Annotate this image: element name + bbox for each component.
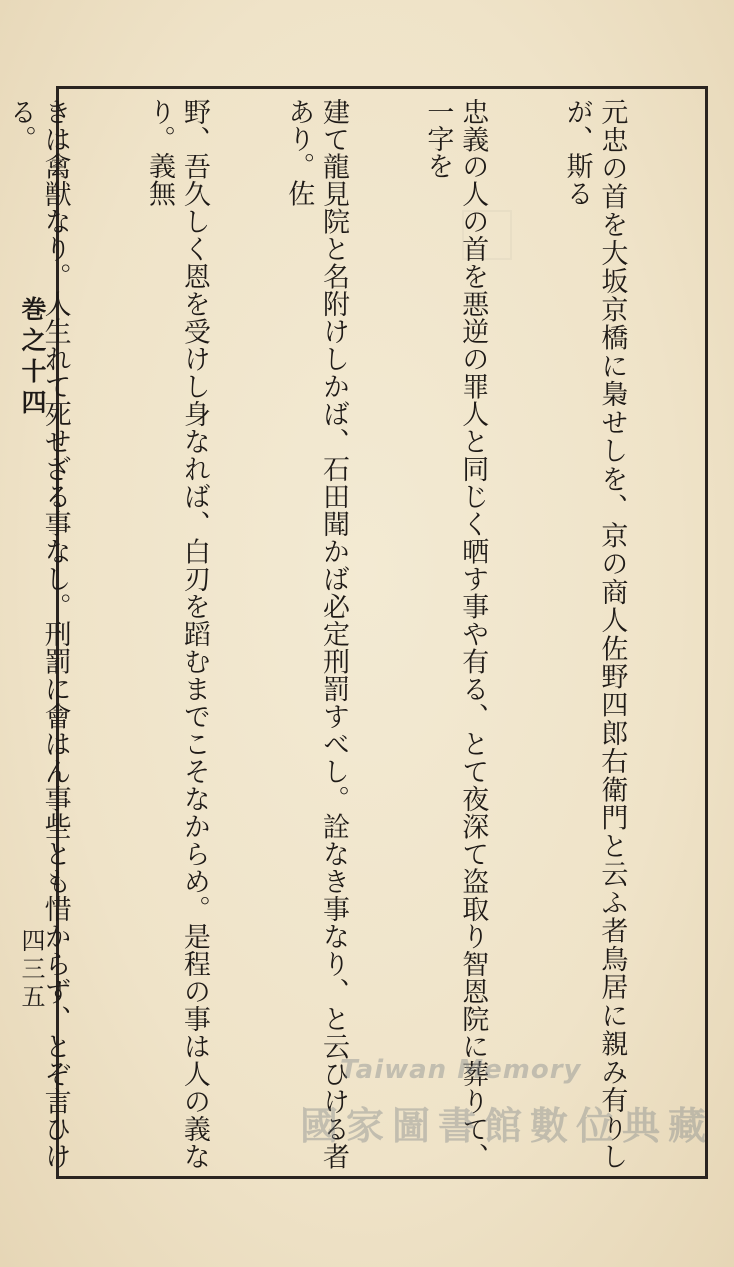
text-column: 野、吾久しく恩を受けし身なれば、白刃を蹈むまでこそなからめ。是程の事は人の義なり。義無 (144, 98, 210, 1170)
text-column: きは禽獣なり。人生れて死せざる事なし。刑罰に會はん事些とも惜からず、とぞ言ひける。 (4, 98, 71, 1170)
text-column: 忠義の人の首を悪逆の罪人と同じく晒す事や有る、とて夜深て盗取り智恩院に葬りて、一字を (422, 98, 489, 1170)
page-number: 四三五 (17, 928, 45, 1012)
watermark-english: Taiwan Memory (340, 1055, 582, 1085)
volume-label: 巻之十四 (18, 296, 47, 420)
watermark-chinese: 國家圖書館數位典藏 (300, 1104, 715, 1148)
text-column: 元忠の首を大坂京橋に梟せしを、京の商人佐野四郎右衛門と云ふ者鳥居に親み有りしが、斯る (561, 98, 628, 1170)
text-column: 建て龍見院と名附けしかば、石田聞かば必定刑罰すべし。詮なき事なり、と云ひける者あり。佐 (283, 98, 350, 1170)
